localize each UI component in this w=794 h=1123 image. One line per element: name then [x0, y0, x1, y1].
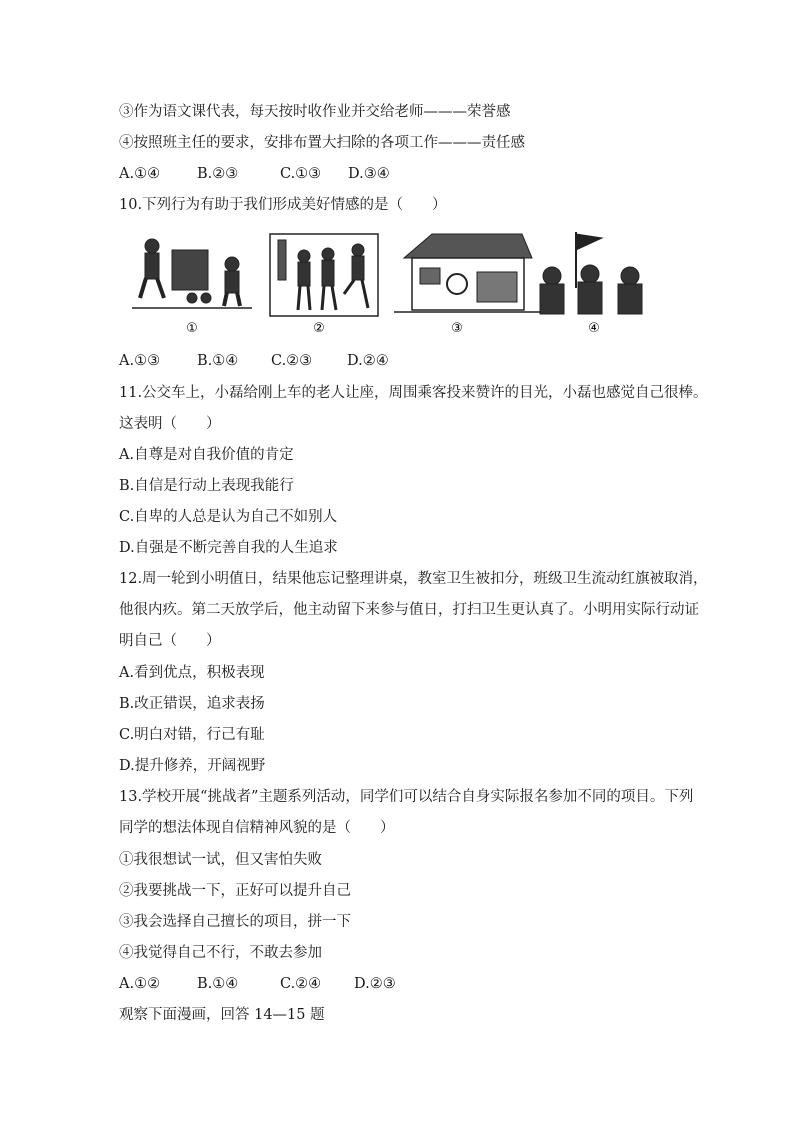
q10-picture-4-label: ④ [588, 321, 600, 336]
q12-stem-line-2: 他很内疚。第二天放学后，他主动留下来参与值日，打扫卫生更认真了。小明用实际行动证 [119, 602, 699, 618]
q10-stem: 10.下列行为有助于我们形成美好情感的是（ ） [119, 197, 447, 213]
q10-options [119, 351, 389, 371]
q13-stem-line-1: 13.学校开展“挑战者”主题系列活动，同学们可以结合自身实际报名参加不同的项目。下列 [119, 789, 694, 805]
q13-item-2: ②我要挑战一下，正好可以提升自己 [119, 883, 351, 899]
q13-stem-line-2: 同学的想法体现自信精神风貌的是（ ） [119, 820, 395, 836]
q10-picture-2-label: ② [313, 321, 325, 336]
q13-item-1: ①我很想试一试，但又害怕失败 [119, 852, 322, 868]
q14-15-intro: 观察下面漫画，回答 14—15 题 [119, 1007, 325, 1023]
q10-picture-3 [394, 234, 552, 312]
q10-option-d: D.②④ [347, 353, 389, 369]
q13-options [119, 974, 396, 994]
q11-stem-line-2: 这表明（ ） [119, 416, 221, 432]
q11-option-a: A.自尊是对自我价值的肯定 [119, 447, 294, 463]
q12-option-c: C.明白对错，行己有耻 [119, 727, 265, 743]
q13-item-4: ④我觉得自己不行，不敢去参加 [119, 945, 322, 961]
q10-picture-2 [270, 234, 378, 316]
q9-option-d: D.③④ [348, 166, 390, 182]
q9-item-3: ③作为语文课代表，每天按时收作业并交给老师———荣誉感 [119, 104, 511, 120]
q9-options [119, 164, 390, 184]
q9-option-a: A.①④ [119, 166, 161, 182]
q10-cartoon-figure [132, 228, 662, 338]
q10-option-c: C.②③ [271, 353, 313, 369]
q13-item-3: ③我会选择自己擅长的项目，拼一下 [119, 914, 351, 930]
q10-picture-3-label: ③ [451, 321, 463, 336]
q10-picture-1-label: ① [186, 321, 198, 336]
q12-stem-line-3: 明自己（ ） [119, 633, 221, 649]
q11-option-d: D.自强是不断完善自我的人生追求 [119, 540, 338, 556]
q13-option-b: B.①④ [197, 976, 239, 992]
q12-stem-line-1: 12.周一轮到小明值日，结果他忘记整理讲桌，教室卫生被扣分，班级卫生流动红旗被取消， [119, 571, 708, 587]
q9-option-c: C.①③ [280, 166, 322, 182]
q10-picture-1 [132, 239, 252, 308]
q11-option-b: B.自信是行动上表现我能行 [119, 478, 294, 494]
q12-option-d: D.提升修养，开阔视野 [119, 758, 266, 774]
q9-item-4: ④按照班主任的要求，安排布置大扫除的各项工作———责任感 [119, 135, 525, 151]
q12-option-a: A.看到优点，积极表现 [119, 665, 265, 681]
q10-option-a: A.①③ [119, 353, 161, 369]
q9-option-b: B.②③ [197, 166, 239, 182]
q10-option-b: B.①④ [197, 353, 239, 369]
q11-option-c: C.自卑的人总是认为自己不如别人 [119, 509, 338, 525]
q13-option-c: C.②④ [280, 976, 322, 992]
q13-option-a: A.①② [119, 976, 161, 992]
q11-stem-line-1: 11.公交车上，小磊给刚上车的老人让座，周围乘客投来赞许的目光，小磊也感觉自己很棒。 [119, 385, 708, 401]
q13-option-d: D.②③ [354, 976, 396, 992]
q12-option-b: B.改正错误，追求表扬 [119, 696, 265, 712]
q10-picture-4 [540, 232, 642, 314]
